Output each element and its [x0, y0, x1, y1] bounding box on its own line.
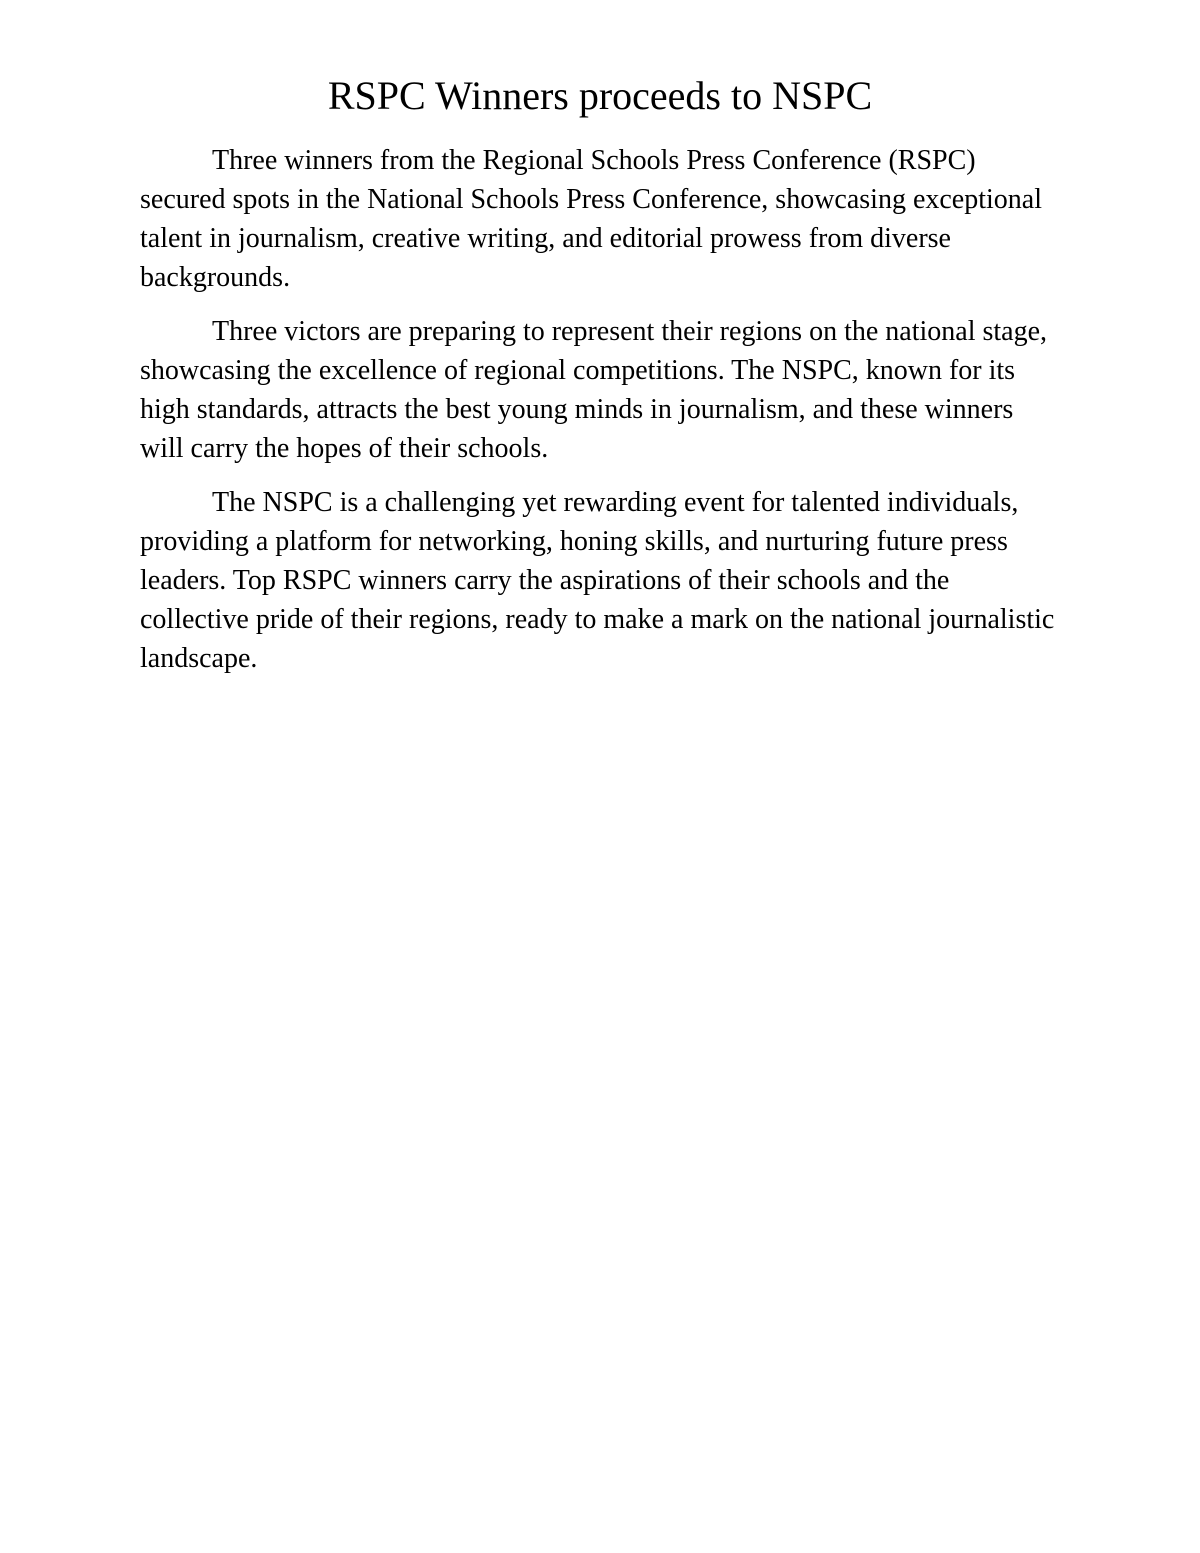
document-body — [140, 141, 1060, 693]
paragraph-1: Three winners from the Regional Schools Press Conference (RSPC) secured spots in the National Schools Press Conference, showcasing exceptional talent in journalism, creative writing, and editorial prowess from diverse backgrounds. — [140, 145, 1043, 293]
paragraph-3: The NSPC is a challenging yet rewarding event for talented individuals, providing a platform for networking, honing skills, and nurturing future press leaders. Top RSPC winners carry the aspirations of their schools and the collective pride of their regions, ready to make a mark on the national journalistic landscape. — [140, 487, 1055, 674]
document-title: RSPC Winners proceeds to NSPC — [327, 73, 873, 118]
paragraph-2: Three victors are preparing to represent their regions on the national stage, showcasing the excellence of regional competitions. The NSPC, known for its high standards, attracts the best young minds in journalism, and these winners will carry the hopes of their schools. — [140, 316, 1048, 464]
